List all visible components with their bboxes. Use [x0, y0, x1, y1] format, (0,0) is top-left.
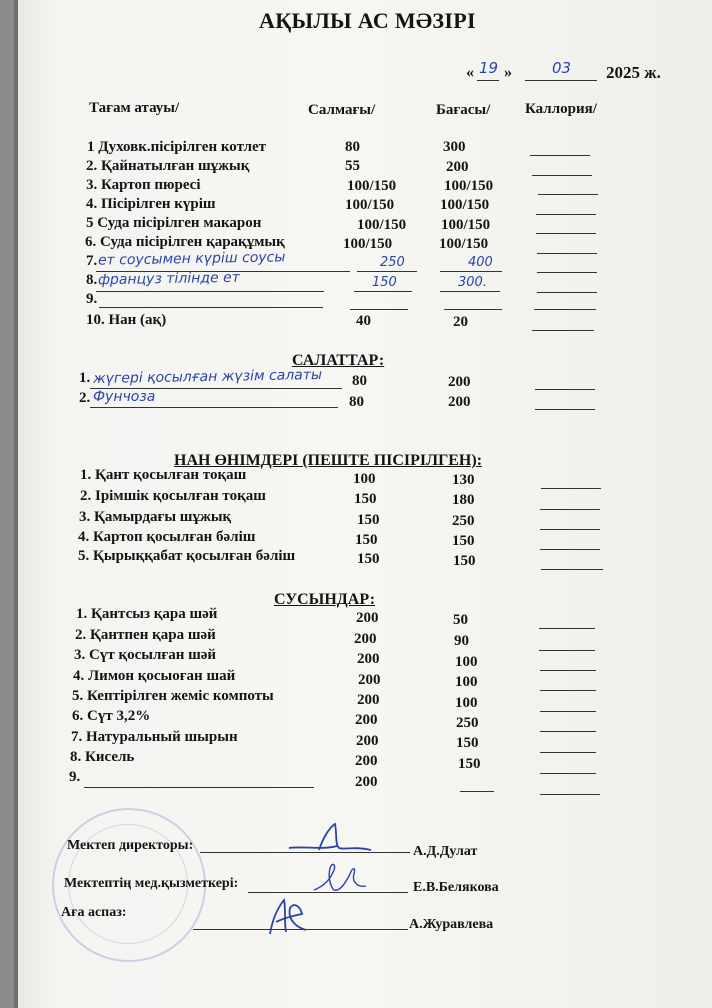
bakery-item-price: 180: [452, 492, 475, 508]
main-item-name: 7.: [86, 253, 98, 269]
drink-item-price: 100: [455, 674, 478, 690]
date-month: 03: [552, 59, 572, 77]
calorie-blank: [537, 292, 597, 293]
header-calorie: Каллория/: [525, 101, 597, 117]
drink-item-weight: 200: [358, 672, 381, 688]
handwritten-item-name: француз тілінде ет: [97, 269, 240, 289]
signature-role: Мектеп директоры:: [67, 838, 194, 853]
main-item-price: 100/150: [439, 236, 489, 252]
main-item-name: 5 Суда пісірілген макарон: [86, 215, 262, 231]
header-name: Тағам атауы/: [89, 100, 180, 116]
drink-item-name: 5. Кептірілген жеміс компоты: [72, 688, 274, 704]
calorie-blank: [539, 650, 595, 651]
drink-item-price: 150: [458, 756, 481, 772]
handwritten-item-price: 400: [468, 255, 493, 270]
header-price: Бағасы/: [436, 102, 491, 118]
drink-item-name: 1. Қантсыз қара шәй: [76, 606, 218, 622]
bakery-item-price: 250: [452, 513, 475, 529]
calorie-blank: [534, 309, 596, 310]
bakery-item-price: 150: [452, 533, 475, 549]
calorie-blank: [536, 214, 596, 215]
calorie-blank: [540, 752, 596, 753]
main-item-weight: 100/150: [345, 197, 395, 213]
calorie-blank: [539, 628, 595, 629]
item-name-line: [96, 291, 324, 292]
item-price-line: [440, 291, 500, 292]
bakery-item-weight: 150: [357, 512, 380, 528]
main-item-name: 6. Суда пісірілген қарақұмық: [85, 234, 285, 250]
main-item-price: 300: [443, 139, 466, 155]
item-price-line: [444, 309, 502, 310]
date-year: 2025 ж.: [606, 63, 661, 82]
drink-item-weight: 200: [355, 712, 378, 728]
main-item-weight: 100/150: [347, 178, 397, 194]
calorie-blank: [535, 389, 595, 390]
drink-item-price: 150: [456, 735, 479, 751]
nurse-signature: [310, 860, 370, 896]
drink-item-name: 9.: [69, 769, 81, 785]
drink-item-weight: 200: [355, 753, 378, 769]
calorie-blank: [541, 569, 603, 570]
bakery-section-title: НАН ӨНІМДЕРІ (ПЕШТЕ ПІСІРІЛГЕН):: [174, 452, 483, 469]
calorie-blank: [532, 175, 592, 176]
calorie-blank: [537, 272, 597, 273]
bakery-item-name: 1. Қант қосылған тоқаш: [80, 467, 247, 483]
signature-person: А.Д.Дулат: [413, 844, 478, 859]
drink-item-name: 8. Кисель: [70, 749, 135, 765]
date-month-line: [525, 80, 597, 81]
salad-item-weight: 80: [349, 394, 364, 410]
date-close-quote: »: [504, 64, 512, 81]
handwritten-salad-name: Фунчоза: [93, 389, 156, 405]
signature-role: Мектептің мед.қызметкері:: [64, 876, 239, 891]
main-item-name: 9.: [86, 291, 98, 307]
calorie-blank: [540, 711, 596, 712]
handwritten-item-weight: 250: [380, 255, 405, 270]
drink-item-name: 7. Натуральный шырын: [71, 729, 238, 745]
signature-role: Аға аспаз:: [61, 905, 127, 920]
main-item-weight: 40: [356, 313, 371, 329]
drinks-section-title: СУСЫНДАР:: [274, 591, 376, 608]
bakery-item-weight: 150: [354, 491, 377, 507]
main-item-weight: 55: [345, 158, 360, 174]
salad-item-name: 1.: [79, 370, 91, 386]
drink-price-line: [460, 791, 494, 792]
handwritten-item-price: 300.: [458, 275, 487, 290]
salad-item-name: 2.: [79, 390, 91, 406]
bakery-item-name: 2. Ірімшік қосылған тоқаш: [80, 488, 266, 504]
calorie-blank: [540, 731, 596, 732]
item-price-line: [440, 271, 502, 272]
calorie-blank: [540, 794, 600, 795]
calorie-blank: [540, 529, 600, 530]
bakery-item-name: 3. Қамырдағы шұжық: [79, 509, 232, 525]
item-weight-line: [350, 309, 408, 310]
item-name-line: [99, 307, 323, 308]
calorie-blank: [530, 155, 590, 156]
calorie-blank: [540, 549, 600, 550]
bakery-item-price: 150: [453, 553, 476, 569]
main-item-name: 10. Нан (ақ): [86, 312, 167, 328]
drink-item-price: 100: [455, 695, 478, 711]
drink-item-price: 100: [455, 654, 478, 670]
main-item-price: 20: [453, 314, 468, 330]
item-weight-line: [357, 271, 417, 272]
salad-item-weight: 80: [352, 373, 367, 389]
bakery-item-name: 4. Картоп қосылған бәліш: [78, 529, 256, 545]
date-open-quote: «: [466, 64, 474, 81]
calorie-blank: [532, 330, 594, 331]
calorie-blank: [540, 690, 596, 691]
signature-person: А.Журавлева: [409, 917, 494, 932]
salad-item-price: 200: [448, 394, 471, 410]
drink-item-name: 2. Қантпен қара шәй: [75, 627, 216, 643]
header-weight: Салмағы/: [308, 102, 376, 118]
main-item-name: 3. Картоп пюресі: [86, 177, 201, 193]
handwritten-item-name: ет соусымен күріш соусы: [97, 249, 286, 269]
date-day: 19: [479, 59, 499, 77]
bakery-item-weight: 100: [353, 471, 376, 487]
drink-item-price: 50: [453, 612, 468, 628]
salad-item-price: 200: [448, 374, 471, 390]
drink-item-name: 4. Лимон қосыоған шай: [73, 668, 236, 684]
main-item-weight: 80: [345, 139, 360, 155]
calorie-blank: [540, 509, 600, 510]
salad-name-line: [90, 407, 338, 408]
salads-section-title: САЛАТТАР:: [292, 352, 385, 369]
drink-item-name: 3. Сүт қосылған шәй: [74, 647, 217, 663]
bakery-item-weight: 150: [357, 551, 380, 567]
calorie-blank: [535, 409, 595, 410]
calorie-blank: [541, 488, 601, 489]
calorie-blank: [540, 773, 596, 774]
main-item-price: 100/150: [441, 217, 491, 233]
main-item-price: 100/150: [444, 178, 494, 194]
main-item-name: 1 Духовк.пісірілген котлет: [87, 139, 267, 155]
drink-item-weight: 200: [357, 651, 380, 667]
main-item-price: 100/150: [440, 197, 490, 213]
handwritten-item-weight: 150: [372, 275, 397, 290]
bakery-item-weight: 150: [355, 532, 378, 548]
main-item-name: 4. Пісірілген күріш: [86, 196, 216, 212]
director-signature: [285, 820, 375, 856]
signature-person: Е.В.Белякова: [413, 880, 499, 895]
document-title: АҚЫЛЫ АС МӘЗІРІ: [259, 8, 476, 33]
chef-signature: [262, 894, 310, 938]
main-item-name: 8.: [86, 272, 98, 288]
drink-item-weight: 200: [357, 692, 380, 708]
calorie-blank: [536, 233, 596, 234]
drink-name-line: [84, 787, 314, 788]
calorie-blank: [538, 194, 598, 195]
drink-item-weight: 200: [356, 610, 379, 626]
date-day-line: [477, 80, 499, 81]
handwritten-salad-name: жүгері қосылған жүзім салаты: [92, 367, 323, 387]
main-item-weight: 100/150: [357, 217, 407, 233]
drink-item-name: 6. Сүт 3,2%: [72, 708, 151, 724]
calorie-blank: [540, 670, 596, 671]
bakery-item-name: 5. Қырыққабат қосылған бәліш: [78, 548, 296, 564]
item-weight-line: [354, 291, 412, 292]
calorie-blank: [537, 253, 597, 254]
bakery-item-price: 130: [452, 472, 475, 488]
main-item-name: 2. Қайнатылған шұжық: [86, 158, 250, 174]
drink-item-price: 90: [454, 633, 469, 649]
drink-item-weight: 200: [354, 631, 377, 647]
drink-item-price: 250: [456, 715, 479, 731]
main-item-price: 200: [446, 159, 469, 175]
drink-item-weight: 200: [356, 733, 379, 749]
main-item-weight: 100/150: [343, 236, 393, 252]
drink-item-weight: 200: [355, 774, 378, 790]
